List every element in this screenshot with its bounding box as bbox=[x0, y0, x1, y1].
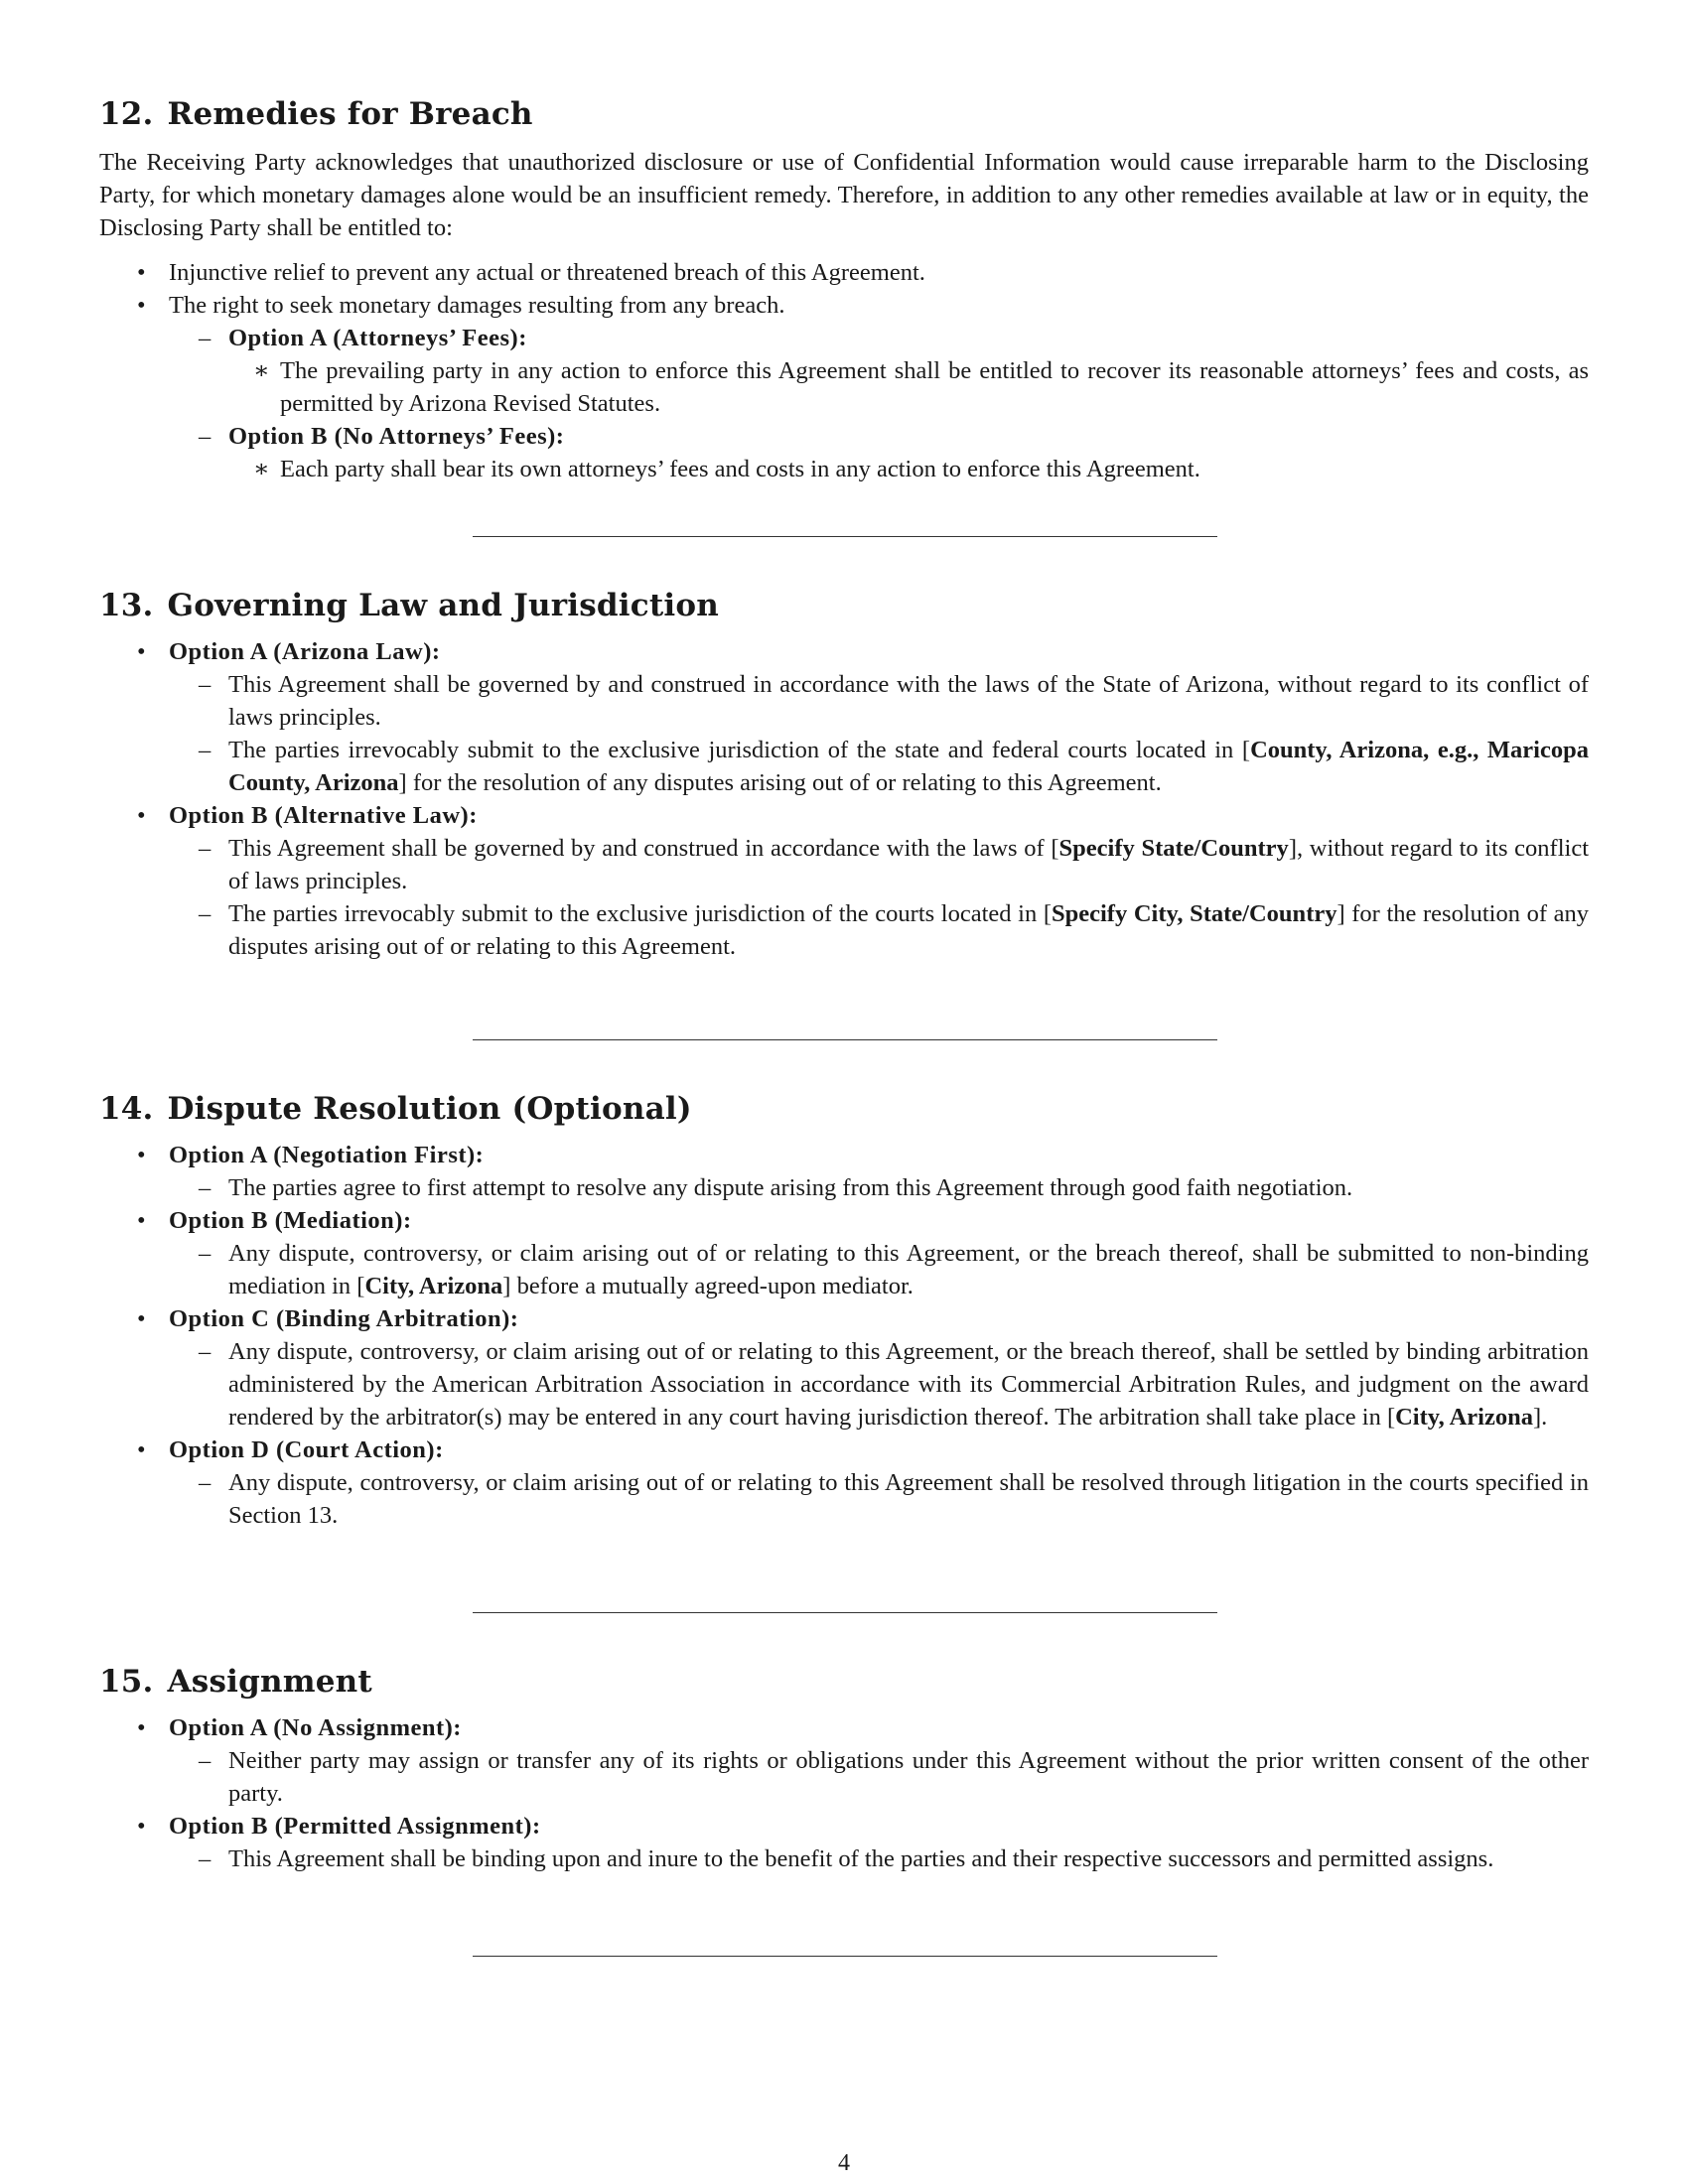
option-label: • Option A (Negotiation First): bbox=[137, 1142, 485, 1168]
section-13 bbox=[99, 586, 1589, 963]
list-item: – Any dispute, controversy, or claim arising out of or relating to this Agreement shall be resolved through litigation in the courts specified in Section 13. bbox=[199, 1469, 1589, 1529]
section-heading: 13. Governing Law and Jurisdiction bbox=[99, 588, 719, 623]
list-item: – Any dispute, controversy, or claim arising out of or relating to this Agreement, or the breach thereof, shall be submitted to non-binding mediation in [City, Arizona] before a mutually agreed-upon mediator. bbox=[199, 1240, 1589, 1299]
list-item: – This Agreement shall be binding upon and inure to the benefit of the parties and their respective successors and permitted assigns. bbox=[199, 1845, 1494, 1872]
list-item: ∗ Each party shall bear its own attorneys’ fees and costs in any action to enforce this Agreement. bbox=[253, 456, 1200, 482]
option-label: – Option B (No Attorneys’ Fees): bbox=[199, 423, 565, 450]
section-15 bbox=[99, 1662, 1589, 1875]
section-intro: The Receiving Party acknowledges that unauthorized disclosure or use of Confidential Information would cause irreparable harm to the Disclosing Party, for which monetary damages alone would be an insufficient remedy. Therefore, in addition to any other remedies available at law or in equity, the Disclosing Party shall be entitled to: bbox=[99, 149, 1589, 241]
option-label: • Option B (Permitted Assignment): bbox=[137, 1813, 541, 1840]
option-label: • Option A (Arizona Law): bbox=[137, 638, 441, 665]
list-item: • Injunctive relief to prevent any actual or threatened breach of this Agreement. bbox=[137, 259, 925, 286]
section-heading: 15. Assignment bbox=[99, 1664, 372, 1700]
placeholder: Specify State/Country bbox=[1058, 835, 1289, 862]
section-12 bbox=[99, 94, 1589, 485]
option-label: • Option C (Binding Arbitration): bbox=[137, 1305, 519, 1332]
list-item: – The parties agree to first attempt to resolve any dispute arising from this Agreement through good faith negotiation. bbox=[199, 1174, 1353, 1201]
list-item: – Any dispute, controversy, or claim arising out of or relating to this Agreement, or the breach thereof, shall be settled by binding arbitration administered by the American Arbitration Association in accordance with its Commercial Arbitration Rules, and judgment on the award rendered by the arbitrator(s) may be entered in any court having jurisdiction thereof. The arbitration shall take place in [City, Arizona]. bbox=[199, 1338, 1589, 1431]
list-item: • The right to seek monetary damages resulting from any breach. bbox=[137, 292, 785, 319]
page-number: 4 bbox=[838, 2150, 850, 2176]
section-divider bbox=[473, 536, 1217, 537]
list-item: – The parties irrevocably submit to the exclusive jurisdiction of the courts located in [Specify City, State/Country] for the resolution of any disputes arising out of or relating to this Agreement. bbox=[199, 900, 1590, 960]
list-item: – This Agreement shall be governed by and construed in accordance with the laws of [Specify State/Country], without regard to its conflict of laws principles. bbox=[199, 835, 1590, 894]
placeholder: County, Arizona, e.g., Maricopa County, Arizona bbox=[228, 737, 1589, 796]
list-item: ∗ The prevailing party in any action to enforce this Agreement shall be entitled to recover its reasonable attorneys’ fees and costs, as permitted by Arizona Revised Statutes. bbox=[253, 357, 1589, 417]
list-item: – Neither party may assign or transfer any of its rights or obligations under this Agreement without the prior written consent of the other party. bbox=[199, 1747, 1589, 1807]
option-label: • Option B (Alternative Law): bbox=[137, 802, 478, 829]
option-label: • Option B (Mediation): bbox=[137, 1207, 412, 1234]
section-heading: 12. Remedies for Breach bbox=[99, 96, 533, 132]
section-14 bbox=[99, 1089, 1589, 1532]
option-label: – Option A (Attorneys’ Fees): bbox=[199, 325, 527, 351]
placeholder: City, Arizona bbox=[364, 1273, 503, 1299]
placeholder: City, Arizona bbox=[1395, 1404, 1533, 1431]
section-divider bbox=[473, 1039, 1217, 1040]
section-divider bbox=[473, 1956, 1217, 1957]
option-label: • Option D (Court Action): bbox=[137, 1436, 444, 1463]
section-divider bbox=[473, 1612, 1217, 1613]
placeholder: Specify City, State/Country bbox=[1051, 900, 1337, 927]
list-item: – This Agreement shall be governed by and construed in accordance with the laws of the State of Arizona, without regard to its conflict of laws principles. bbox=[199, 671, 1589, 731]
option-label: • Option A (No Assignment): bbox=[137, 1714, 462, 1741]
section-heading: 14. Dispute Resolution (Optional) bbox=[99, 1091, 692, 1127]
list-item: – The parties irrevocably submit to the exclusive jurisdiction of the state and federal courts located in [County, Arizona, e.g., Maricopa County, Arizona] for the resolution of any disputes arising out of or relating to this Agreement. bbox=[199, 737, 1589, 796]
